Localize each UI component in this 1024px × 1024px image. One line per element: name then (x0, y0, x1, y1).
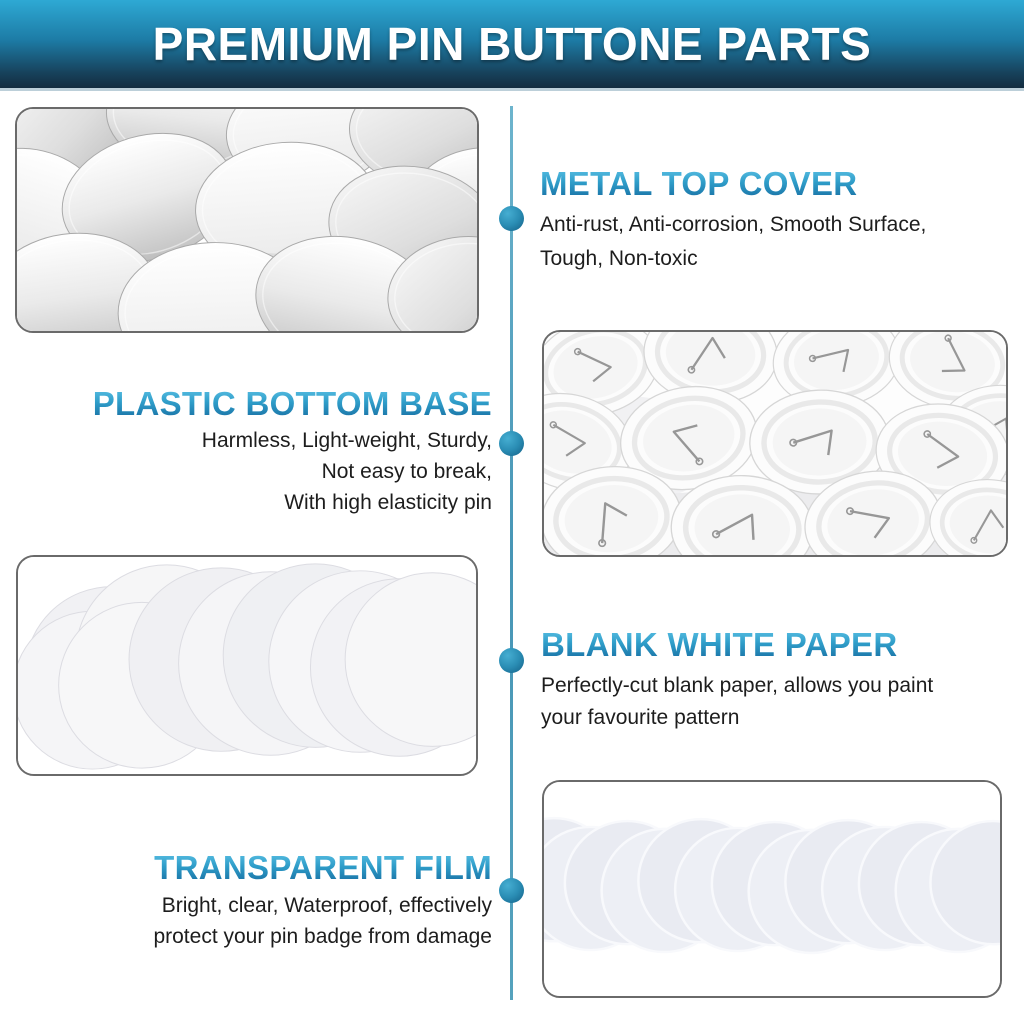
section-transparent-film (153, 850, 492, 952)
body-line: Perfectly-cut blank paper, allows you paint (541, 673, 934, 697)
film-circles-image (544, 782, 1000, 996)
section-blank-white-paper (541, 627, 933, 734)
plastic-bases-image (544, 332, 1006, 555)
blank-white-paper-photo (16, 555, 478, 776)
section-body-blank-white-paper (541, 670, 933, 734)
body-line: protect your pin badge from damage (153, 924, 492, 948)
section-heading-plastic-bottom-base: PLASTIC BOTTOM BASE (92, 385, 492, 422)
plastic-bottom-base-photo (542, 330, 1008, 557)
banner (0, 0, 1024, 91)
connector-dot-plastic-bottom-base (499, 431, 524, 456)
section-metal-top-cover (540, 166, 926, 276)
connector-dot-blank-white-paper (499, 648, 524, 673)
page-title: PREMIUM PIN BUTTONE PARTS (152, 18, 872, 70)
body-line: With high elasticity pin (284, 490, 492, 514)
connector-line (510, 106, 513, 1000)
body-line: Bright, clear, Waterproof, effectively (161, 893, 492, 917)
section-heading-blank-white-paper: BLANK WHITE PAPER (541, 627, 933, 663)
metal-discs-image (17, 109, 477, 331)
section-heading-metal-top-cover: METAL TOP COVER (540, 166, 926, 202)
connector-dot-transparent-film (499, 878, 524, 903)
connector-dot-metal-top-cover (499, 206, 524, 231)
body-line: Not easy to break, (321, 459, 492, 483)
section-heading-transparent-film: TRANSPARENT FILM (154, 849, 492, 886)
body-line: Harmless, Light-weight, Sturdy, (201, 428, 492, 452)
section-body-plastic-bottom-base (93, 425, 492, 518)
paper-circles-image (18, 557, 476, 774)
section-body-metal-top-cover (540, 208, 926, 276)
transparent-film-photo (542, 780, 1002, 998)
body-line: your favourite pattern (541, 705, 740, 729)
body-line: Anti-rust, Anti-corrosion, Smooth Surface, (540, 212, 927, 236)
body-line: Tough, Non-toxic (540, 246, 698, 270)
section-body-transparent-film (153, 890, 492, 952)
section-plastic-bottom-base (93, 386, 492, 518)
metal-top-cover-photo (15, 107, 479, 333)
